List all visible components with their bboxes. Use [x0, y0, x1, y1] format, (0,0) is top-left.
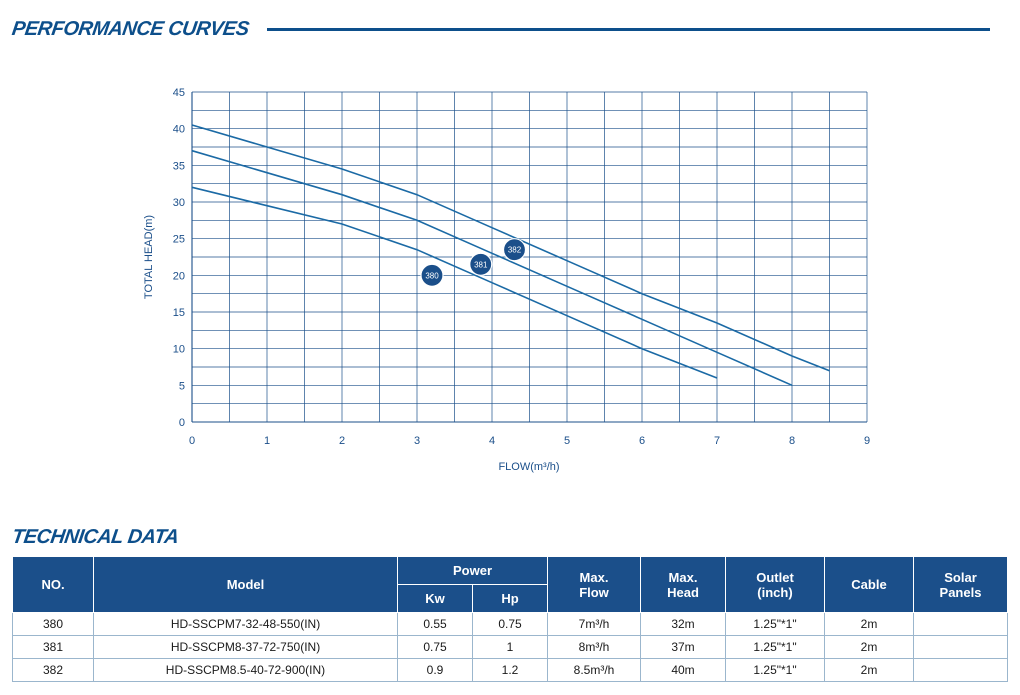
svg-text:2: 2	[338, 435, 346, 447]
svg-text:1: 1	[263, 435, 271, 447]
svg-text:3: 3	[413, 435, 421, 447]
marker-382-label: 382	[507, 245, 522, 255]
x-axis-label: FLOW(m³/h)	[498, 461, 560, 473]
cell-max-head: 40m	[641, 659, 726, 682]
cell-max-head: 37m	[641, 636, 726, 659]
cell-solar	[914, 659, 1008, 682]
svg-text:15: 15	[172, 307, 185, 319]
svg-text:10: 10	[172, 343, 185, 356]
svg-text:8: 8	[788, 435, 796, 447]
y-axis-label: TOTAL HEAD(m)	[143, 214, 155, 300]
technical-data-title: TECHNICAL DATA	[10, 526, 180, 548]
cell-hp: 0.75	[473, 613, 548, 636]
cell-max-flow: 7m³/h	[548, 613, 641, 636]
cell-model: HD-SSCPM8.5-40-72-900(IN)	[94, 659, 398, 682]
page-title: PERFORMANCE CURVES	[10, 18, 251, 40]
svg-text:5: 5	[178, 380, 185, 393]
table-row	[13, 659, 1008, 682]
svg-text:25: 25	[172, 233, 185, 246]
cell-kw: 0.55	[398, 613, 473, 636]
svg-text:40: 40	[172, 123, 185, 136]
col-max-flow	[548, 557, 641, 613]
cell-no: 381	[13, 636, 94, 659]
col-hp: Hp	[473, 585, 548, 613]
svg-text:7: 7	[713, 435, 721, 447]
table-header	[13, 557, 1008, 613]
performance-curves-heading	[12, 18, 1008, 41]
table-header-row-1	[13, 557, 1008, 585]
col-max-flow-line1: Max.	[579, 569, 609, 585]
cell-kw: 0.9	[398, 659, 473, 682]
cell-max-flow: 8m³/h	[548, 636, 641, 659]
cell-outlet: 1.25"*1"	[726, 659, 825, 682]
svg-text:0: 0	[178, 417, 185, 429]
col-outlet-line2: (inch)	[757, 584, 793, 600]
col-outlet	[726, 557, 825, 613]
heading-divider	[267, 28, 990, 31]
svg-text:35: 35	[172, 160, 185, 173]
marker-381	[470, 253, 492, 275]
cell-solar	[914, 636, 1008, 659]
col-solar-panels	[914, 557, 1008, 613]
cell-outlet: 1.25"*1"	[726, 636, 825, 659]
cell-max-flow: 8.5m³/h	[548, 659, 641, 682]
col-power: Power	[398, 557, 548, 585]
col-outlet-line1: Outlet	[756, 569, 794, 585]
marker-382	[504, 239, 526, 261]
cell-hp: 1.2	[473, 659, 548, 682]
col-max-head-line2: Head	[667, 584, 699, 600]
cell-hp: 1	[473, 636, 548, 659]
marker-381-label: 381	[474, 260, 488, 270]
x-axis-ticks	[189, 435, 870, 447]
table-row	[13, 636, 1008, 659]
table-body	[13, 613, 1008, 682]
svg-text:0: 0	[188, 435, 196, 447]
svg-text:20: 20	[172, 270, 185, 283]
cell-solar	[914, 613, 1008, 636]
cell-no: 380	[13, 613, 94, 636]
svg-text:30: 30	[172, 197, 185, 209]
cell-cable: 2m	[825, 636, 914, 659]
svg-text:4: 4	[488, 435, 496, 447]
col-max-head-line1: Max.	[668, 569, 698, 585]
col-max-head	[641, 557, 726, 613]
technical-data-heading	[12, 526, 1008, 549]
cell-cable: 2m	[825, 613, 914, 636]
cell-outlet: 1.25"*1"	[726, 613, 825, 636]
cell-kw: 0.75	[398, 636, 473, 659]
cell-cable: 2m	[825, 659, 914, 682]
svg-text:9: 9	[863, 435, 871, 447]
cell-max-head: 32m	[641, 613, 726, 636]
performance-chart	[12, 72, 1008, 492]
col-no: NO.	[13, 557, 94, 613]
y-axis-ticks	[173, 87, 185, 429]
cell-model: HD-SSCPM7-32-48-550(IN)	[94, 613, 398, 636]
marker-380	[421, 264, 443, 286]
svg-text:5: 5	[563, 435, 571, 447]
cell-no: 382	[13, 659, 94, 682]
table-row	[13, 613, 1008, 636]
col-solar-line2: Panels	[939, 584, 982, 600]
col-model: Model	[94, 557, 398, 613]
svg-text:45: 45	[172, 87, 185, 99]
svg-text:6: 6	[638, 435, 646, 447]
col-cable: Cable	[825, 557, 914, 613]
cell-model: HD-SSCPM8-37-72-750(IN)	[94, 636, 398, 659]
chart-svg	[12, 72, 1008, 492]
col-max-flow-line2: Flow	[579, 584, 609, 600]
technical-data-table	[12, 556, 1008, 682]
col-solar-line1: Solar	[944, 569, 977, 585]
marker-380-label: 380	[425, 271, 439, 281]
col-kw: Kw	[398, 585, 473, 613]
chart-grid	[192, 92, 867, 422]
